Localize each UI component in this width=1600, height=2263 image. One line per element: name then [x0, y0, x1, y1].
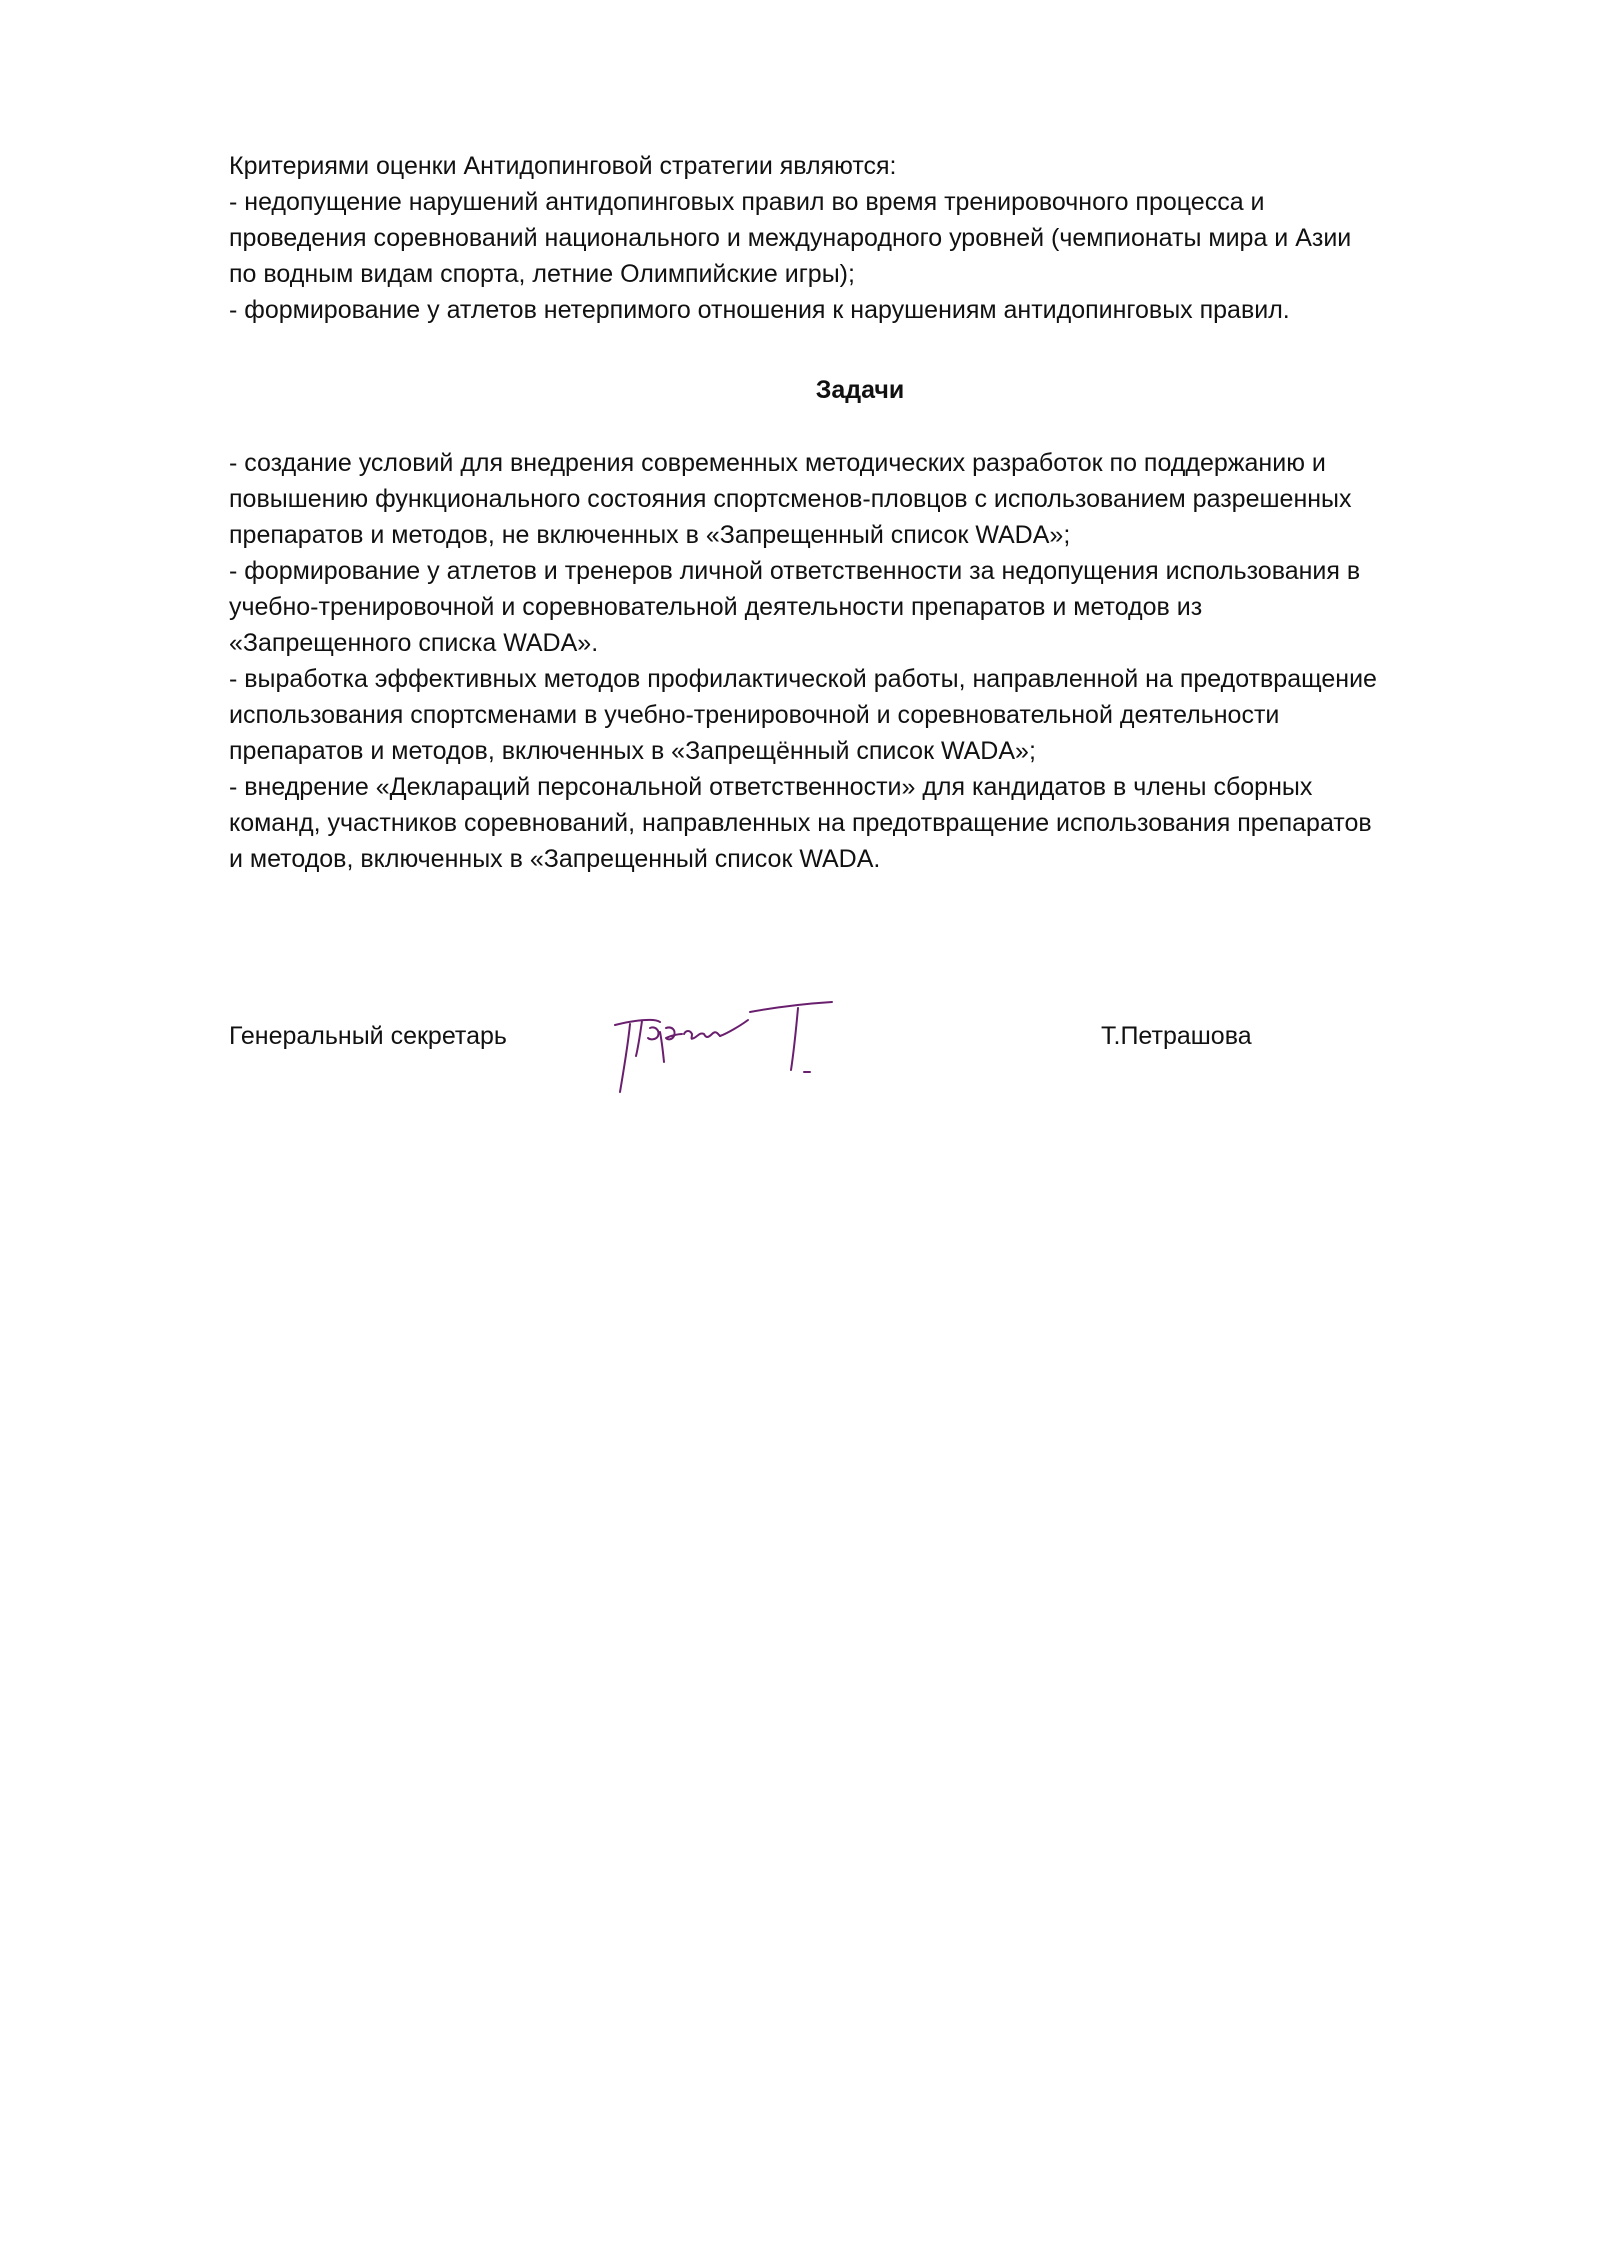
tasks-line: - выработка эффективных методов профилактической работы, направленной на предотвращение: [229, 665, 1377, 693]
criteria-section: [229, 148, 1499, 328]
tasks-line: препаратов и методов, включенных в «Запрещённый список WADA»;: [229, 737, 1036, 765]
document-body: [229, 148, 1499, 873]
criteria-line: Критериями оценки Антидопинговой стратегии являются:: [229, 152, 897, 180]
signatory-title: Генеральный секретарь: [229, 1022, 507, 1050]
tasks-heading: Задачи: [815, 376, 905, 404]
tasks-line: учебно-тренировочной и соревновательной деятельности препаратов и методов из: [229, 593, 1203, 621]
tasks-line: и методов, включенных в «Запрещенный список WADA.: [229, 845, 881, 873]
tasks-line: команд, участников соревнований, направленных на предотвращение использования препаратов: [229, 809, 1372, 837]
tasks-line: - создание условий для внедрения современных методических разработок по поддержанию и: [229, 449, 1326, 477]
signatory-name: Т.Петрашова: [1101, 1022, 1252, 1050]
tasks-line: - формирование у атлетов и тренеров личной ответственности за недопущения использования в: [229, 557, 1361, 585]
criteria-line: - недопущение нарушений антидопинговых правил во время тренировочного процесса и: [229, 188, 1265, 216]
tasks-line: использования спортсменами в учебно-тренировочной и соревновательной деятельности: [229, 701, 1280, 729]
criteria-line: проведения соревнований национального и международного уровней (чемпионаты мира и Азии: [229, 224, 1352, 252]
tasks-line: повышению функционального состояния спортсменов-пловцов с использованием разрешенных: [229, 485, 1352, 513]
criteria-line: - формирование у атлетов нетерпимого отношения к нарушениям антидопинговых правил.: [229, 296, 1290, 324]
criteria-line: по водным видам спорта, летние Олимпийские игры);: [229, 260, 855, 288]
tasks-section: [229, 445, 1499, 877]
handwritten-signature: [600, 990, 860, 1110]
tasks-line: «Запрещенного списка WADA».: [229, 629, 599, 657]
tasks-line: - внедрение «Деклараций персональной ответственности» для кандидатов в члены сборных: [229, 773, 1313, 801]
tasks-line: препаратов и методов, не включенных в «Запрещенный список WADA»;: [229, 521, 1071, 549]
